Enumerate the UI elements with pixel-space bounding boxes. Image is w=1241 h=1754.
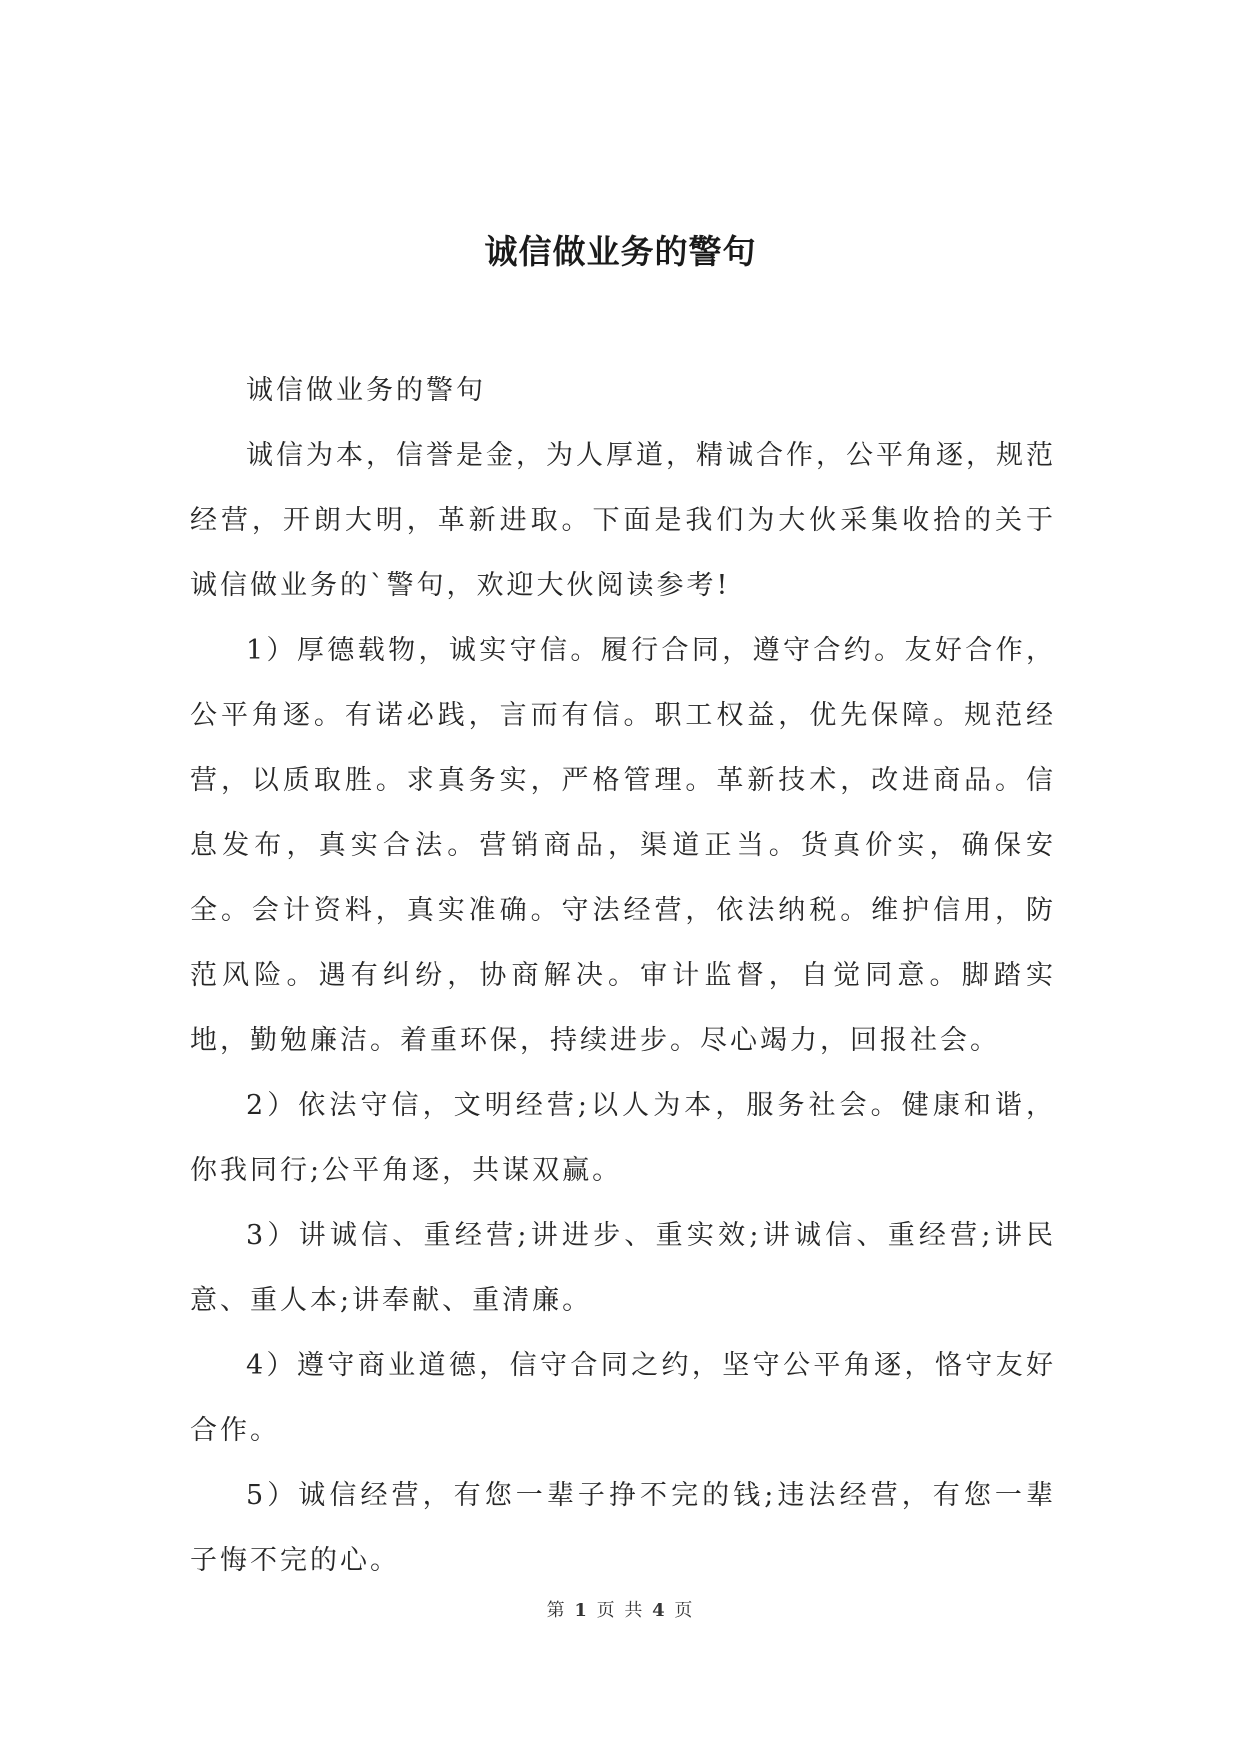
footer-middle: 页 共 — [596, 1600, 645, 1621]
paragraph-item-1: 1）厚德载物，诚实守信。履行合同，遵守合约。友好合作，公平角逐。有诺必践，言而有信。职工权益，优先保障。规范经营，以质取胜。求真务实，严格管理。革新技术，改进商品。信息发布，真实合法。营销商品，渠道正当。货真价实，确保安全。会计资料，真实准确。守法经营，依法纳税。维护信用，防范风险。遇有纠纷，协商解决。审计监督，自觉同意。脚踏实地，勤勉廉洁。着重环保，持续进步。尽心竭力，回报社会。 — [190, 635, 1056, 1056]
page-footer — [0, 1596, 1241, 1622]
paragraph-item-3: 3）讲诚信、重经营;讲进步、重实效;讲诚信、重经营;讲民意、重人本;讲奉献、重清廉。 — [190, 1220, 1056, 1316]
document-body — [190, 358, 1056, 1593]
footer-suffix: 页 — [674, 1600, 695, 1621]
paragraph-intro: 诚信为本，信誉是金，为人厚道，精诚合作，公平角逐，规范经营，开朗大明，革新进取。下面是我们为大伙采集收拾的关于诚信做业务的`警句，欢迎大伙阅读参考! — [190, 440, 1056, 601]
paragraph-item-5: 5）诚信经营，有您一辈子挣不完的钱;违法经营，有您一辈子悔不完的心。 — [190, 1480, 1056, 1576]
paragraph-subtitle: 诚信做业务的警句 — [246, 375, 486, 406]
footer-current-page: 1 — [574, 1600, 589, 1621]
footer-total-pages: 4 — [652, 1600, 667, 1621]
footer-prefix: 第 — [546, 1600, 567, 1621]
paragraph-item-2: 2）依法守信，文明经营;以人为本，服务社会。健康和谐，你我同行;公平角逐，共谋双赢。 — [190, 1090, 1056, 1186]
document-title: 诚信做业务的警句 — [484, 232, 757, 271]
paragraph-item-4: 4）遵守商业道德，信守合同之约，坚守公平角逐，恪守友好合作。 — [190, 1350, 1056, 1446]
